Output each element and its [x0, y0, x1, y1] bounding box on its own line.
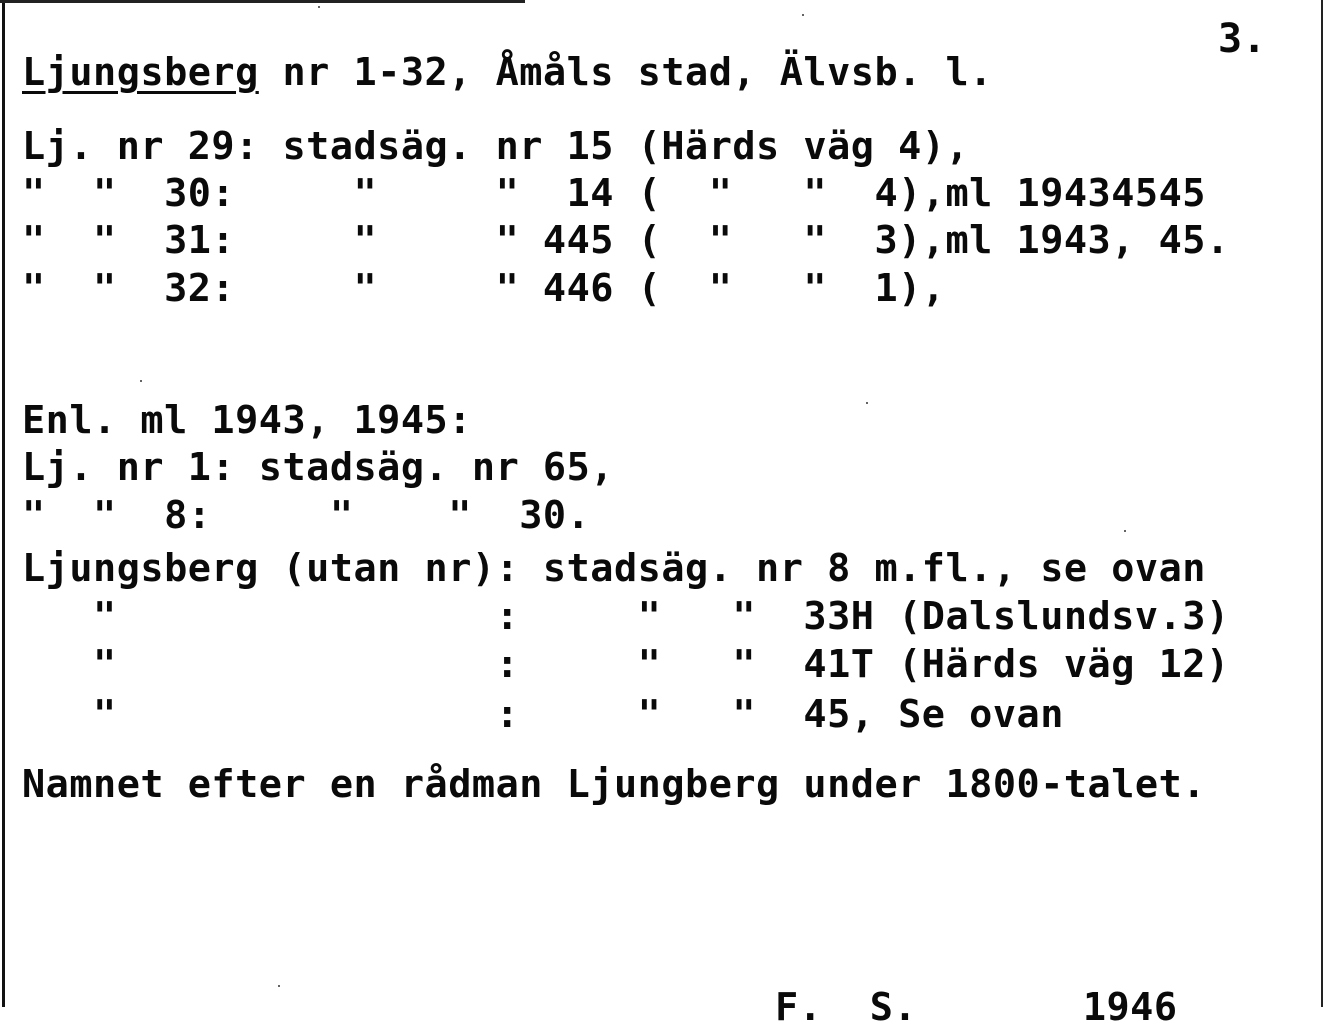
entry-line-1: Lj. nr 29: stadsäg. nr 15 (Härds väg 4),: [22, 124, 970, 169]
paper-speck: [1124, 530, 1126, 532]
entry-line-5: Enl. ml 1943, 1945:: [22, 398, 472, 443]
card-left-edge: [2, 0, 5, 1007]
entry-line-2: " " 30: " " 14 ( " " 4),ml 19434545: [22, 171, 1206, 216]
entry-line-9: " : " " 33H (Dalslundsv.3): [22, 594, 1230, 639]
paper-speck: [278, 985, 280, 987]
entry-line-11: " : " " 45, Se ovan: [22, 692, 1064, 737]
entry-line-4: " " 32: " " 446 ( " " 1),: [22, 266, 946, 311]
entry-line-10: " : " " 41T (Härds väg 12): [22, 642, 1230, 687]
card-right-edge: [1321, 0, 1323, 1007]
entry-line-7: " " 8: " " 30.: [22, 493, 591, 538]
paper-speck: [140, 380, 142, 382]
paper-speck: [318, 6, 320, 8]
paper-speck: [802, 14, 804, 16]
entry-line-3: " " 31: " " 445 ( " " 3),ml 1943, 45.: [22, 218, 1230, 263]
card-title: [22, 50, 993, 96]
title-description: nr 1-32, Åmåls stad, Älvsb. l.: [258, 50, 993, 95]
title-street-name: Ljungsberg: [22, 50, 259, 95]
card-number: 3.: [1218, 16, 1267, 62]
footer-fragment: F. S. 1946: [775, 985, 1178, 1030]
entry-line-6: Lj. nr 1: stadsäg. nr 65,: [22, 445, 614, 490]
card-top-edge: [0, 0, 525, 3]
entry-line-8: Ljungsberg (utan nr): stadsäg. nr 8 m.fl., se ovan: [22, 546, 1206, 591]
paper-speck: [866, 402, 868, 404]
entry-line-12: Namnet efter en rådman Ljungberg under 1800-talet.: [22, 762, 1206, 807]
